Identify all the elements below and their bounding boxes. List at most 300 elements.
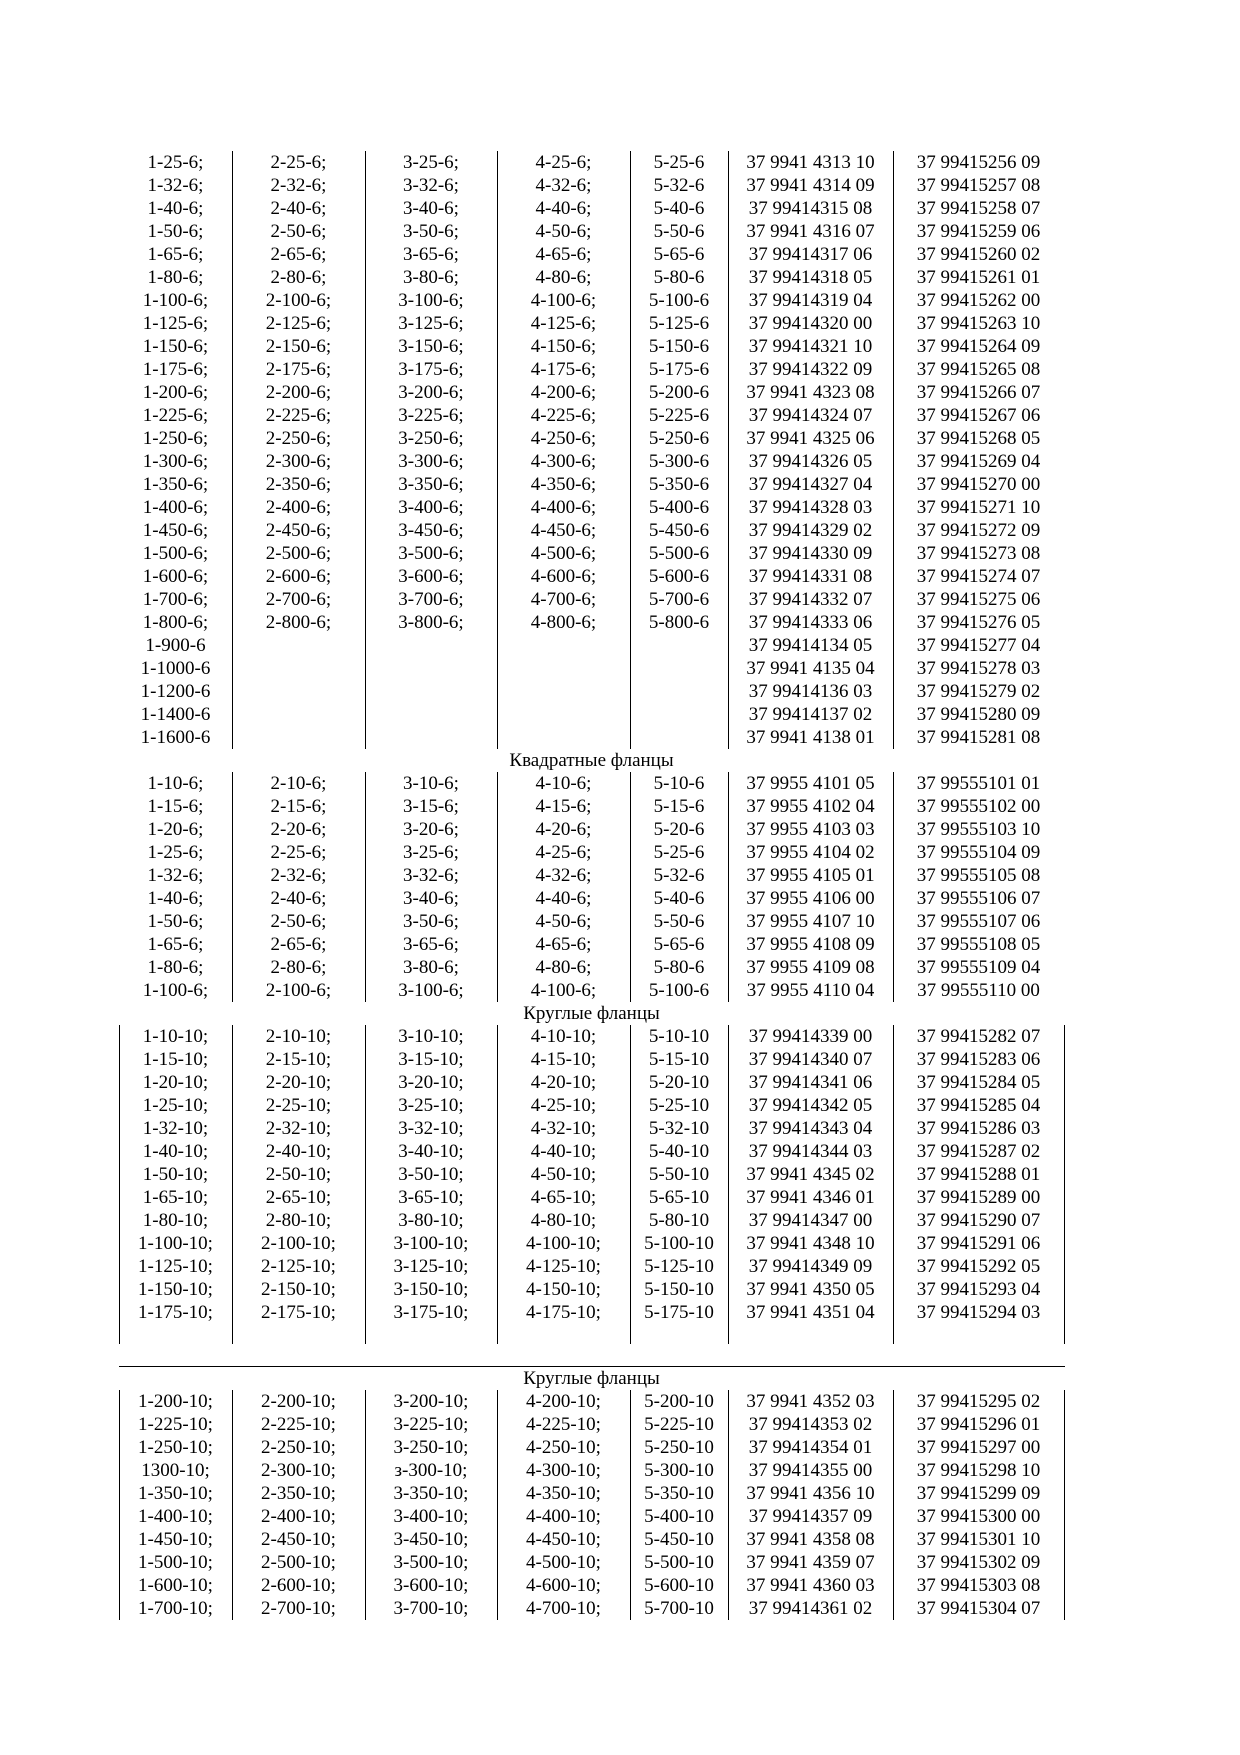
table-cell bbox=[365, 726, 497, 749]
table-cell: 2-200-6; bbox=[265, 382, 332, 403]
table-cell: 37 9941 4348 10 bbox=[746, 1233, 875, 1254]
table-row bbox=[119, 1436, 1064, 1459]
table-cell: 4-100-6; bbox=[530, 290, 597, 311]
table-cell: 5-32-6 bbox=[653, 175, 705, 196]
table-cell: 5-32-6 bbox=[653, 865, 705, 886]
table-row bbox=[119, 611, 1064, 634]
table-cell: 4-80-6; bbox=[535, 957, 592, 978]
table-cell bbox=[365, 634, 497, 657]
column-rule bbox=[232, 1390, 233, 1620]
table-cell: 5-100-6 bbox=[648, 980, 710, 1001]
table-cell: 1-1200-6 bbox=[140, 681, 211, 702]
column-rule bbox=[365, 151, 366, 749]
table-cell: 1-800-6; bbox=[142, 612, 209, 633]
table-cell: 37 99414340 07 bbox=[748, 1049, 873, 1070]
table-cell bbox=[630, 703, 728, 726]
table-cell: 37 99414353 02 bbox=[748, 1414, 873, 1435]
table-cell: 3-225-6; bbox=[398, 405, 464, 426]
table-cell: 5-150-6 bbox=[648, 336, 710, 357]
table-cell: 5-20-6 bbox=[653, 819, 705, 840]
table-cell: 5-700-6 bbox=[648, 589, 710, 610]
table-cell: 3-300-6; bbox=[398, 451, 464, 472]
table-row bbox=[119, 1071, 1064, 1094]
table-cell bbox=[630, 680, 728, 703]
table-cell: 3-600-6; bbox=[398, 566, 464, 587]
table-cell: 2-40-10; bbox=[265, 1141, 332, 1162]
table-cell: 37 99415300 00 bbox=[916, 1506, 1041, 1527]
table-cell: 5-500-6 bbox=[648, 543, 710, 564]
table-cell: 3-400-6; bbox=[398, 497, 464, 518]
table-cell: 37 99415292 05 bbox=[916, 1256, 1041, 1277]
table-cell: 2-10-10; bbox=[265, 1026, 332, 1047]
table-cell: 4-50-10; bbox=[530, 1164, 597, 1185]
table-cell: 2-500-10; bbox=[261, 1552, 336, 1573]
table-cell: 37 9955 4101 05 bbox=[746, 773, 875, 794]
table-cell bbox=[232, 657, 365, 680]
table-cell: 2-15-10; bbox=[265, 1049, 332, 1070]
table-cell: 4-25-10; bbox=[530, 1095, 597, 1116]
table-cell: 37 9941 4352 03 bbox=[746, 1391, 875, 1412]
table-cell: 3-20-6; bbox=[403, 819, 459, 840]
column-rule bbox=[728, 151, 729, 749]
column-rule bbox=[497, 1025, 498, 1344]
table-cell: 37 9955 4110 04 bbox=[746, 980, 875, 1001]
table-row bbox=[119, 979, 1064, 1002]
column-rule bbox=[365, 772, 366, 1002]
table-cell: 37 99415270 00 bbox=[916, 474, 1041, 495]
table-cell: 5-32-10 bbox=[648, 1118, 710, 1139]
table-cell: 37 9941 4316 07 bbox=[746, 221, 875, 242]
table-cell: 2-450-6; bbox=[265, 520, 332, 541]
table-cell: 3-50-10; bbox=[398, 1164, 464, 1185]
table-cell: 37 9941 4350 05 bbox=[746, 1279, 875, 1300]
table-cell: 2-600-6; bbox=[265, 566, 332, 587]
table-cell: 2-40-6; bbox=[270, 888, 327, 909]
table-row bbox=[119, 1390, 1064, 1413]
table-cell: 4-20-10; bbox=[530, 1072, 597, 1093]
table-row bbox=[119, 174, 1064, 197]
table-cell: 37 99555103 10 bbox=[916, 819, 1041, 840]
table-cell: 37 99414339 00 bbox=[748, 1026, 873, 1047]
table-cell: 5-225-6 bbox=[648, 405, 710, 426]
table-cell: 2-800-6; bbox=[265, 612, 332, 633]
table-cell: 1-80-6; bbox=[147, 267, 204, 288]
table-cell bbox=[497, 657, 630, 680]
column-rule bbox=[119, 1025, 120, 1344]
table-cell: 3-32-6; bbox=[403, 865, 459, 886]
table-cell: 37 99415301 10 bbox=[916, 1529, 1041, 1550]
table-cell: 2-175-6; bbox=[265, 359, 332, 380]
table-cell: 3-200-10; bbox=[393, 1391, 469, 1412]
table-row bbox=[119, 795, 1064, 818]
table-cell bbox=[365, 657, 497, 680]
table-cell: 2-40-6; bbox=[270, 198, 327, 219]
table-cell: 4-150-6; bbox=[530, 336, 597, 357]
table-cell: 37 99415256 09 bbox=[916, 152, 1041, 173]
table-cell: 3-175-10; bbox=[393, 1302, 469, 1323]
table-cell: 5-65-6 bbox=[653, 244, 705, 265]
table-row bbox=[119, 1094, 1064, 1117]
horizontal-rule bbox=[119, 1366, 1065, 1367]
column-rule bbox=[728, 1025, 729, 1344]
table-cell: 1-500-10; bbox=[138, 1552, 213, 1573]
table-cell: 37 99415279 02 bbox=[916, 681, 1041, 702]
table-cell: 1-20-10; bbox=[142, 1072, 209, 1093]
table-cell: 4-250-10; bbox=[526, 1437, 601, 1458]
table-cell: 2-225-10; bbox=[261, 1414, 336, 1435]
table-cell: 5-600-6 bbox=[648, 566, 710, 587]
table-cell: 1-500-6; bbox=[142, 543, 209, 564]
table-cell: 37 99415265 08 bbox=[916, 359, 1041, 380]
table-row bbox=[119, 1255, 1064, 1278]
table-cell: 5-225-10 bbox=[644, 1414, 714, 1435]
table-cell: 37 99415288 01 bbox=[916, 1164, 1041, 1185]
table-cell: 1-40-6; bbox=[147, 198, 204, 219]
table-cell bbox=[232, 680, 365, 703]
table-cell: 5-80-6 bbox=[653, 957, 705, 978]
table-cell: 5-700-10 bbox=[644, 1598, 714, 1619]
table-cell: 4-175-6; bbox=[530, 359, 597, 380]
table-cell: 1-450-10; bbox=[138, 1529, 213, 1550]
table-cell bbox=[232, 634, 365, 657]
table-row bbox=[119, 1574, 1064, 1597]
table-cell: 1-450-6; bbox=[142, 520, 209, 541]
table-cell: 37 99415304 07 bbox=[916, 1598, 1041, 1619]
table-cell: 37 99414347 00 bbox=[748, 1210, 873, 1231]
table-cell: 5-100-10 bbox=[644, 1233, 714, 1254]
table-row bbox=[119, 1278, 1064, 1301]
table-cell: 37 99414134 05 bbox=[748, 635, 873, 656]
table-cell: 3-200-6; bbox=[398, 382, 464, 403]
table-cell: 37 99414330 09 bbox=[748, 543, 873, 564]
table-cell: 37 99415289 00 bbox=[916, 1187, 1041, 1208]
table-cell: 2-225-6; bbox=[265, 405, 332, 426]
table-cell: 3-250-6; bbox=[398, 428, 464, 449]
column-rule bbox=[232, 151, 233, 749]
table-cell: 1-1400-6 bbox=[140, 704, 211, 725]
table-cell: 37 9941 4351 04 bbox=[746, 1302, 875, 1323]
table-cell: 3-500-6; bbox=[398, 543, 464, 564]
table-cell: 3-32-6; bbox=[403, 175, 459, 196]
table-cell: 37 99415273 08 bbox=[916, 543, 1041, 564]
table-cell: 4-15-10; bbox=[530, 1049, 597, 1070]
table-cell: 37 99415281 08 bbox=[916, 727, 1041, 748]
table-cell: 37 99415290 07 bbox=[916, 1210, 1041, 1231]
table-cell: 37 9955 4109 08 bbox=[746, 957, 875, 978]
table-cell: 1-32-6; bbox=[147, 865, 204, 886]
table-cell: 4-700-6; bbox=[530, 589, 597, 610]
table-cell: 5-500-10 bbox=[644, 1552, 714, 1573]
table-cell: 5-350-10 bbox=[644, 1483, 714, 1504]
table-row bbox=[119, 404, 1064, 427]
table-cell: 37 99415276 05 bbox=[916, 612, 1041, 633]
table-cell: 5-300-6 bbox=[648, 451, 710, 472]
table-cell: 37 99415261 01 bbox=[916, 267, 1041, 288]
column-rule bbox=[497, 772, 498, 1002]
table-cell: 5-300-10 bbox=[644, 1460, 714, 1481]
column-rule bbox=[497, 1390, 498, 1620]
table-cell: 3-40-6; bbox=[403, 198, 459, 219]
table-cell: 37 99414342 05 bbox=[748, 1095, 873, 1116]
table-cell: 37 99415287 02 bbox=[916, 1141, 1041, 1162]
table-cell: 4-600-10; bbox=[526, 1575, 601, 1596]
table-cell: 1-25-6; bbox=[147, 152, 204, 173]
table-cell: 1-125-10; bbox=[138, 1256, 213, 1277]
section-title-text: Квадратные фланцы bbox=[509, 750, 674, 771]
table-cell: 2-700-10; bbox=[261, 1598, 336, 1619]
table-row bbox=[119, 519, 1064, 542]
table-cell: 1-100-10; bbox=[138, 1233, 213, 1254]
table-cell: 3-125-10; bbox=[393, 1256, 469, 1277]
table-cell: 37 99414355 00 bbox=[748, 1460, 873, 1481]
table-cell: 37 99415297 00 bbox=[916, 1437, 1041, 1458]
table-cell: 5-125-10 bbox=[644, 1256, 714, 1277]
table-cell: 5-250-10 bbox=[644, 1437, 714, 1458]
table-cell: 2-25-10; bbox=[265, 1095, 332, 1116]
table-cell: 37 9955 4103 03 bbox=[746, 819, 875, 840]
table-cell: 37 99414332 07 bbox=[748, 589, 873, 610]
table-cell: 3-25-6; bbox=[403, 152, 459, 173]
table-cell: 2-10-6; bbox=[270, 773, 327, 794]
table-cell: 37 9941 4138 01 bbox=[746, 727, 875, 748]
table-cell: 4-25-6; bbox=[535, 152, 592, 173]
table-row bbox=[119, 1482, 1064, 1505]
table-cell: 3-175-6; bbox=[398, 359, 464, 380]
column-rule bbox=[497, 151, 498, 749]
table-cell: 2-50-10; bbox=[265, 1164, 332, 1185]
table-cell: 3-800-6; bbox=[398, 612, 464, 633]
table-cell bbox=[630, 634, 728, 657]
table-cell: 37 99415286 03 bbox=[916, 1118, 1041, 1139]
column-rule bbox=[119, 1390, 120, 1620]
table-cell bbox=[630, 657, 728, 680]
table-cell: 37 99414318 05 bbox=[748, 267, 873, 288]
table-row bbox=[119, 1597, 1064, 1620]
table-cell: 5-15-6 bbox=[653, 796, 705, 817]
table-cell: 37 99414343 04 bbox=[748, 1118, 873, 1139]
table-cell: 37 99415259 06 bbox=[916, 221, 1041, 242]
table-cell: 4-350-6; bbox=[530, 474, 597, 495]
table-cell: 4-65-10; bbox=[530, 1187, 597, 1208]
table-cell: 1-40-10; bbox=[142, 1141, 209, 1162]
table-cell: 2-400-10; bbox=[261, 1506, 336, 1527]
table-cell: 3-600-10; bbox=[393, 1575, 469, 1596]
table-cell: 3-40-10; bbox=[398, 1141, 464, 1162]
table-cell: 1-400-10; bbox=[138, 1506, 213, 1527]
table-cell: 4-32-6; bbox=[535, 865, 592, 886]
table-cell: 37 99415275 06 bbox=[916, 589, 1041, 610]
table-cell: 1-1600-6 bbox=[140, 727, 211, 748]
table-cell: 1-350-6; bbox=[142, 474, 209, 495]
table-cell: 4-600-6; bbox=[530, 566, 597, 587]
table-cell: 1-15-10; bbox=[142, 1049, 209, 1070]
table-cell: 37 9941 4359 07 bbox=[746, 1552, 875, 1573]
table-cell: 1-100-6; bbox=[142, 980, 209, 1001]
table-cell: 2-450-10; bbox=[261, 1529, 336, 1550]
table-cell: 1-175-6; bbox=[142, 359, 209, 380]
table-cell bbox=[497, 726, 630, 749]
table-cell: 3-100-6; bbox=[398, 980, 464, 1001]
table-cell bbox=[497, 680, 630, 703]
table-cell: 2-175-10; bbox=[261, 1302, 336, 1323]
table-cell: 3-700-10; bbox=[393, 1598, 469, 1619]
table-cell: 5-200-6 bbox=[648, 382, 710, 403]
table-cell: 4-175-10; bbox=[526, 1302, 601, 1323]
table-cell: 1-65-6; bbox=[147, 934, 204, 955]
table-row bbox=[119, 197, 1064, 220]
column-rule bbox=[893, 772, 894, 1002]
table-cell: 4-225-6; bbox=[530, 405, 597, 426]
table-cell: 1-10-6; bbox=[147, 773, 204, 794]
table-cell: 37 99414328 03 bbox=[748, 497, 873, 518]
table-row bbox=[119, 496, 1064, 519]
table-cell: 37 99415293 04 bbox=[916, 1279, 1041, 1300]
table-cell: 37 99414331 08 bbox=[748, 566, 873, 587]
column-rule bbox=[630, 1390, 631, 1620]
column-rule bbox=[893, 151, 894, 749]
table-cell: 2-80-6; bbox=[270, 267, 327, 288]
table-cell: 3-80-6; bbox=[403, 267, 459, 288]
section-title-text: Круглые фланцы bbox=[523, 1368, 660, 1389]
table-cell: 5-125-6 bbox=[648, 313, 710, 334]
table-cell: 5-450-10 bbox=[644, 1529, 714, 1550]
table-cell: 37 99415303 08 bbox=[916, 1575, 1041, 1596]
table-row bbox=[119, 427, 1064, 450]
table-cell: 2-125-10; bbox=[261, 1256, 336, 1277]
table-cell: 37 99415298 10 bbox=[916, 1460, 1041, 1481]
table-cell: 2-65-6; bbox=[270, 244, 327, 265]
table-cell: 4-350-10; bbox=[526, 1483, 601, 1504]
table-cell: 37 99555110 00 bbox=[917, 980, 1040, 1001]
table-cell bbox=[497, 703, 630, 726]
table-cell: 37 99415280 09 bbox=[916, 704, 1041, 725]
table-cell: 1-250-10; bbox=[138, 1437, 213, 1458]
table-row bbox=[119, 151, 1064, 174]
table-cell: 4-300-10; bbox=[526, 1460, 601, 1481]
table-cell: 3-25-6; bbox=[403, 842, 459, 863]
table-cell: 37 99414315 08 bbox=[748, 198, 873, 219]
table-cell: 37 99414327 04 bbox=[748, 474, 873, 495]
table-cell: 1-50-6; bbox=[147, 911, 204, 932]
table-cell: 37 99415291 06 bbox=[916, 1233, 1041, 1254]
table-cell: 3-15-6; bbox=[403, 796, 459, 817]
table-cell: 2-600-10; bbox=[261, 1575, 336, 1596]
table-cell: 37 99414349 09 bbox=[748, 1256, 873, 1277]
table-cell: 1-25-6; bbox=[147, 842, 204, 863]
table-cell: 3-350-10; bbox=[393, 1483, 469, 1504]
column-rule bbox=[630, 151, 631, 749]
table-row bbox=[119, 680, 1064, 703]
table-cell: 37 99415274 07 bbox=[916, 566, 1041, 587]
table-cell: 3-10-10; bbox=[398, 1026, 464, 1047]
table-cell: 37 9941 4356 10 bbox=[746, 1483, 875, 1504]
table-cell: 37 99414354 01 bbox=[748, 1437, 873, 1458]
table-cell: 2-25-6; bbox=[270, 842, 327, 863]
table-cell: 37 99414319 04 bbox=[748, 290, 873, 311]
table-row bbox=[119, 1186, 1064, 1209]
table-cell: 37 99415282 07 bbox=[916, 1026, 1041, 1047]
table-cell: 1-50-6; bbox=[147, 221, 204, 242]
table-cell: 3-65-10; bbox=[398, 1187, 464, 1208]
column-rule bbox=[893, 1025, 894, 1344]
table-cell: 1-150-6; bbox=[142, 336, 209, 357]
table-cell: 1-80-10; bbox=[142, 1210, 209, 1231]
table-cell: 4-100-10; bbox=[526, 1233, 601, 1254]
page-gap bbox=[119, 1324, 1064, 1367]
table-row bbox=[119, 1301, 1064, 1324]
table-row bbox=[119, 864, 1064, 887]
table-cell: 37 99415285 04 bbox=[916, 1095, 1041, 1116]
table-cell: 1-32-6; bbox=[147, 175, 204, 196]
table-cell: 37 99415262 00 bbox=[916, 290, 1041, 311]
column-rule bbox=[1064, 1390, 1065, 1620]
table-cell: 37 9941 4325 06 bbox=[746, 428, 875, 449]
table-cell: 4-400-6; bbox=[530, 497, 597, 518]
table-row bbox=[119, 450, 1064, 473]
table-cell: 2-20-10; bbox=[265, 1072, 332, 1093]
table-cell: 5-25-6 bbox=[653, 842, 705, 863]
table-cell: 4-20-6; bbox=[535, 819, 592, 840]
table-cell: 2-200-10; bbox=[261, 1391, 336, 1412]
table-row bbox=[119, 1528, 1064, 1551]
table-cell: 37 99415269 04 bbox=[916, 451, 1041, 472]
table-cell bbox=[630, 726, 728, 749]
table-cell: 37 99415295 02 bbox=[916, 1391, 1041, 1412]
table-cell: 5-10-10 bbox=[648, 1026, 710, 1047]
table-cell: 5-20-10 bbox=[648, 1072, 710, 1093]
table-cell: 5-350-6 bbox=[648, 474, 710, 495]
table-cell: 37 9941 4313 10 bbox=[746, 152, 875, 173]
table-row bbox=[119, 473, 1064, 496]
table-cell: 2-20-6; bbox=[270, 819, 327, 840]
table-cell: 2-500-6; bbox=[265, 543, 332, 564]
table-cell: 2-50-6; bbox=[270, 221, 327, 242]
table-cell: 37 9955 4105 01 bbox=[746, 865, 875, 886]
table-cell: 3-125-6; bbox=[398, 313, 464, 334]
table-cell: 1-125-6; bbox=[142, 313, 209, 334]
table-cell: 37 99414137 02 bbox=[748, 704, 873, 725]
table-cell: 4-15-6; bbox=[535, 796, 592, 817]
table-cell: 5-65-10 bbox=[648, 1187, 710, 1208]
table-cell: 2-350-10; bbox=[261, 1483, 336, 1504]
table-cell: 37 99415271 10 bbox=[916, 497, 1041, 518]
table-cell: 3-100-6; bbox=[398, 290, 464, 311]
table-cell: 4-450-6; bbox=[530, 520, 597, 541]
table-cell: 5-40-10 bbox=[648, 1141, 710, 1162]
table-cell: 2-300-6; bbox=[265, 451, 332, 472]
table-cell: 2-300-10; bbox=[261, 1460, 336, 1481]
table-row bbox=[119, 1459, 1064, 1482]
table-cell: 1-1000-6 bbox=[140, 658, 211, 679]
table-row bbox=[119, 841, 1064, 864]
table-cell: 4-25-6; bbox=[535, 842, 592, 863]
table-cell: 37 99414329 02 bbox=[748, 520, 873, 541]
table-row bbox=[119, 933, 1064, 956]
table-row bbox=[119, 634, 1064, 657]
table-row bbox=[119, 1117, 1064, 1140]
table-cell: 37 99415257 08 bbox=[916, 175, 1041, 196]
table-cell: 2-25-6; bbox=[270, 152, 327, 173]
table-cell bbox=[365, 680, 497, 703]
table-cell bbox=[497, 634, 630, 657]
table-cell: 3-65-6; bbox=[403, 934, 459, 955]
table-cell: 2-125-6; bbox=[265, 313, 332, 334]
section-title-text: Круглые фланцы bbox=[523, 1003, 660, 1024]
table-cell: 1-32-10; bbox=[142, 1118, 209, 1139]
table-row bbox=[119, 1140, 1064, 1163]
table-cell: 37 99414333 06 bbox=[748, 612, 873, 633]
table-cell: 5-400-10 bbox=[644, 1506, 714, 1527]
